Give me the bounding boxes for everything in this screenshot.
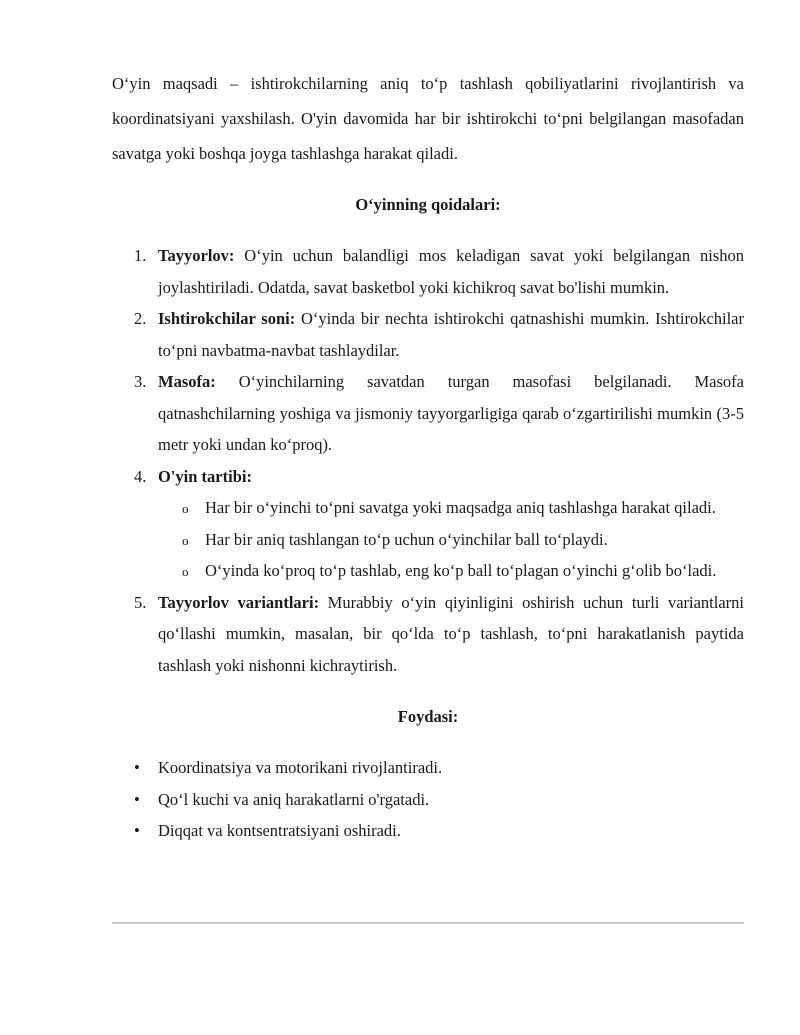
benefit-item-1 [112,752,744,784]
document-page [112,66,744,847]
rule-title: O'yin tartibi: [158,466,252,486]
rule-number: 2. [134,309,147,328]
sub-item-3 [112,555,744,587]
rule-number: 1. [134,246,147,265]
rule-item-2 [112,303,744,366]
rule-title: Ishtirokchilar soni: [158,309,296,328]
rules-heading: O‘yinning qoidalari: [355,195,501,214]
sub-bullet-icon: o [182,501,189,516]
rule-item-1 [112,240,744,303]
sub-item-2 [112,524,744,556]
rule-title: Tayyorlov: [158,246,235,265]
game-order-sublist [112,492,744,587]
sub-bullet-icon: o [182,532,189,548]
benefit-text: Diqqat va kontsentratsiyani oshiradi. [158,821,401,840]
sub-item-text: Har bir aniq tashlangan to‘p uchun o‘yinchilar ball to‘playdi. [205,529,608,549]
benefit-text: Koordinatsiya va motorikani rivojlantiradi. [158,758,443,777]
sub-item-text: Har bir o‘yinchi to‘pni savatga yoki maqsadga aniq tashlashga harakat qiladi. [205,498,716,517]
sub-bullet-icon: o [182,564,189,579]
benefit-item-3 [112,815,744,847]
bullet-icon: • [134,789,140,809]
rule-text: O‘yinda bir nechta ishtirokchi qatnashishi mumkin. Ishtirokchilar to‘pni navbatma-navbat tashlaydilar. [158,309,745,360]
rules-list [112,240,744,492]
rule-title: Masofa: [158,372,216,391]
sub-item-text: O‘yinda ko‘proq to‘p tashlab, eng ko‘p ball to‘plagan o‘yinchi g‘olib bo‘ladi. [205,561,717,580]
bullet-icon: • [134,821,140,840]
rule-number: 3. [134,372,147,391]
rule-number: 5. [134,592,147,612]
page-divider [112,922,744,924]
rule-text: Murabbiy o‘yin qiyinligini oshirish uchun turli variantlarni qo‘llashi mumkin, masalan, bir qo‘lda to‘p tashlash, to‘pni harakatlanish paytida tashlash yoki nishonni kichraytirish. [158,592,744,675]
benefits-list [112,752,744,847]
rule-text: O‘yinchilarning savatdan turgan masofasi belgilanadi. Masofa qatnashchilarning yoshiga va jismoniy tayyorgarligiga qarab o‘zgartirilishi mumkin (3-5 metr yoki undan ko‘proq). [158,372,744,454]
benefit-text: Qo‘l kuchi va aniq harakatlarni o'rgatadi. [158,789,430,809]
rule-number: 4. [134,466,147,486]
rule-item-4 [112,461,744,493]
intro-paragraph: O‘yin maqsadi – ishtirokchilarning aniq to‘p tashlash qobiliyatlarini rivojlantirish va koordinatsiyani yaxshilash. O'yin davomida har bir ishtirokchi to‘pni belgilangan masofadan savatga yoki boshqa joyga tashlashga harakat qiladi. [112,74,744,163]
bullet-icon: • [134,758,140,777]
benefits-heading: Foydasi: [397,707,459,726]
benefit-item-2 [112,784,744,816]
rule-text: O‘yin uchun balandligi mos keladigan savat yoki belgilangan nishon joylashtiriladi. Odatda, savat basketbol yoki kichikroq savat bo'lishi mumkin. [158,246,744,297]
sub-item-1 [112,492,744,524]
rule-item-3 [112,366,744,461]
rule-item-5 [112,587,744,682]
rule-title: Tayyorlov variantlari: [158,592,320,612]
rules-list-continued [112,587,744,682]
